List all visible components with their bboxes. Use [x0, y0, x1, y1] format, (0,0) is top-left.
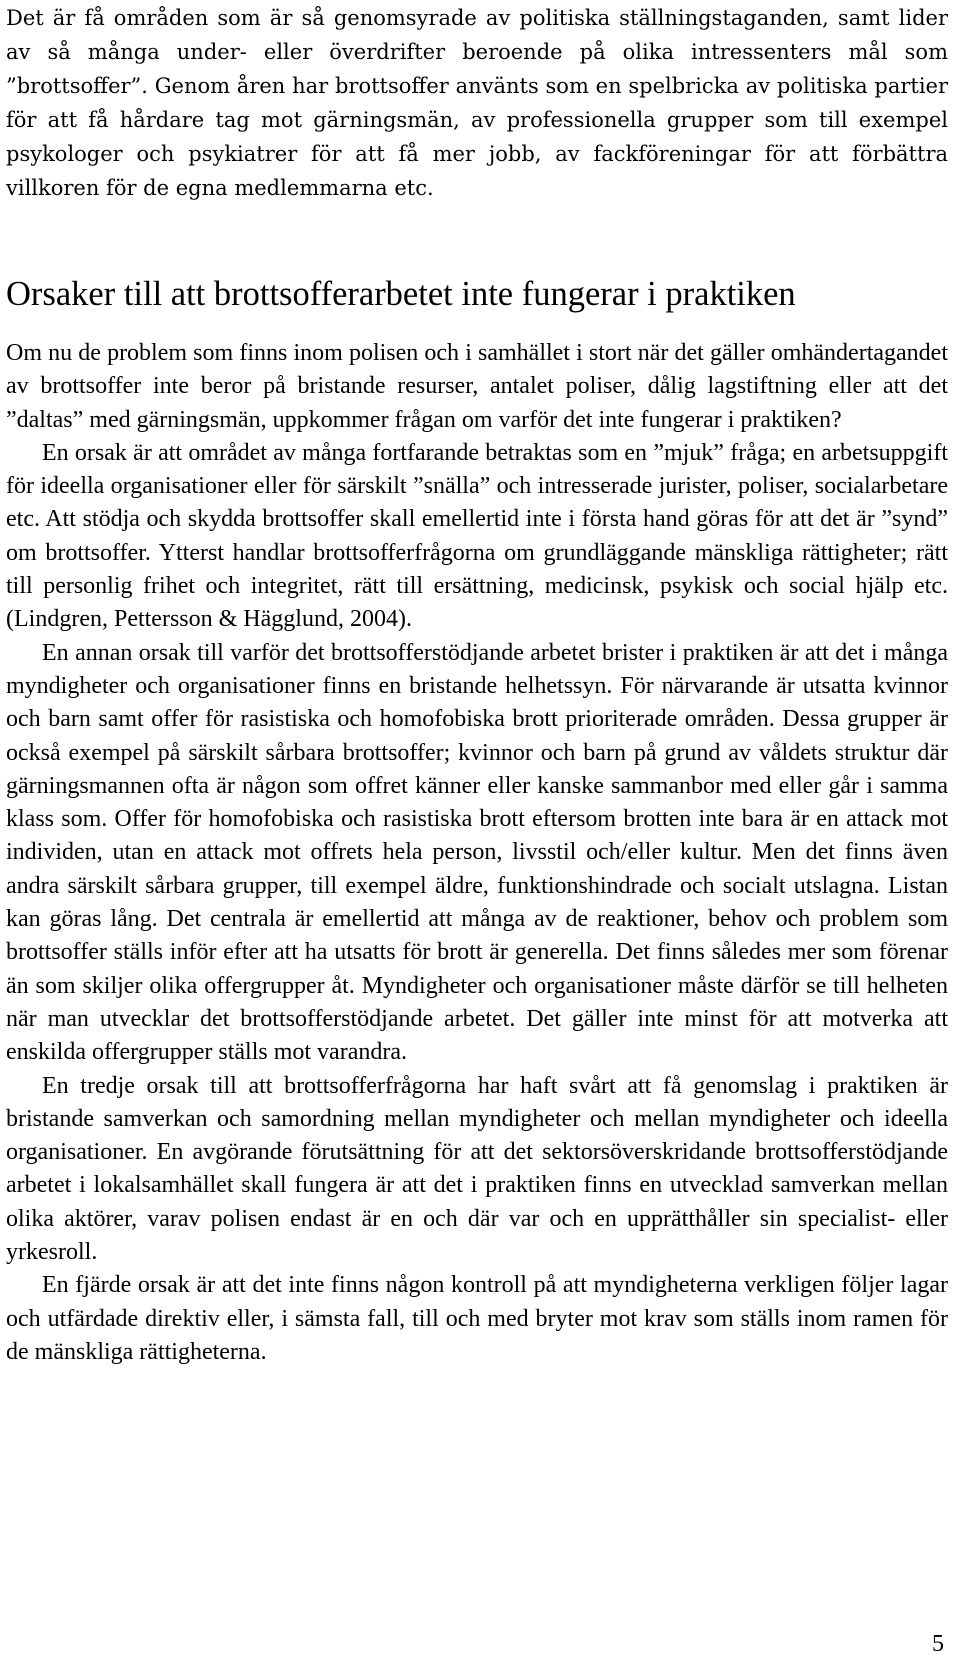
- section-heading: Orsaker till att brottsofferarbetet inte fungerar i praktiken: [6, 275, 796, 313]
- section-body: [6, 337, 948, 1369]
- page-number: 5: [932, 1631, 944, 1657]
- body-paragraph-1: Om nu de problem som finns inom polisen och i samhället i stort när det gäller omhändertagandet av brottsoffer inte beror på bristande resurser, antalet poliser, dålig lagstiftning eller att det ”daltas” med gärningsmän, uppkommer frågan om varför det inte fungerar i praktiken?: [6, 340, 948, 433]
- intro-paragraph: Det är få områden som är så genomsyrade av politiska ställningstaganden, samt lider av så många under- eller överdrifter beroende på olika intressenters mål som ”brottsoffer”. Genom åren har brottsoffer använts som en spelbricka av politiska partier för att få hårdare tag mot gärningsmän, av professionella grupper som till exempel psykologer och psykiatrer för att få mer jobb, av fackföreningar för att förbättra villkoren för de egna medlemmarna etc.: [6, 6, 948, 200]
- body-paragraph-2: En orsak är att området av många fortfarande betraktas som en ”mjuk” fråga; en arbetsuppgift för ideella organisationer eller för särskilt ”snälla” och intresserade jurister, poliser, socialarbetare etc. Att stödja och skydda brottsoffer skall emellertid inte i första hand göras för att det är ”synd” om brottsoffer. Ytterst handlar brottsofferfrågorna om grundläggande mänskliga rättigheter; rätt till personlig frihet och integritet, rätt till ersättning, medicinsk, psykisk och social hjälp etc. (Lindgren, Pettersson & Hägglund, 2004).: [6, 439, 948, 633]
- document-page: [6, 0, 948, 1369]
- body-paragraph-5: En fjärde orsak är att det inte finns någon kontroll på att myndigheterna verkligen följer lagar och utfärdade direktiv eller, i sämsta fall, till och med bryter mot krav som ställs inom ramen för de mänskliga rättigheterna.: [6, 1272, 948, 1365]
- body-paragraph-3: En annan orsak till varför det brottsofferstödjande arbetet brister i praktiken är att det i många myndigheter och organisationer finns en bristande helhetssyn. För närvarande är utsatta kvinnor och barn samt offer för rasistiska och homofobiska brott prioriterade områden. Dessa grupper är också exempel på särskilt sårbara brottsoffer; kvinnor och barn på grund av våldets struktur där gärningsmannen ofta är någon som offret känner eller kanske sammanbor med eller går i samma klass som. Offer för homofobiska och rasistiska brott eftersom brotten inte bara är en attack mot individen, utan en attack mot offrets hela person, livsstil och/eller kultur. Men det finns även andra särskilt sårbara grupper, till exempel äldre, funktionshindrade och socialt utslagna. Listan kan göras lång. Det centrala är emellertid att många av de reaktioner, behov och problem som brottsoffer ställs inför efter att ha utsatts för brott är generella. Det finns således mer som förenar än som skiljer olika offergrupper åt. Myndigheter och organisationer måste därför se till helheten när man utvecklar det brottsofferstödjande arbetet. Det gäller inte minst för att motverka att enskilda offergrupper ställs mot varandra.: [6, 639, 948, 1066]
- body-paragraph-4: En tredje orsak till att brottsofferfrågorna har haft svårt att få genomslag i praktiken är bristande samverkan och samordning mellan myndigheter och mellan myndigheter och ideella organisationer. En avgörande förutsättning för att det sektorsöverskridande brottsofferstödjande arbetet i lokalsamhället skall fungera är att det i praktiken finns en utvecklad samverkan mellan olika aktörer, varav polisen endast är en och där var och en upprätthåller sin specialist- eller yrkesroll.: [6, 1072, 948, 1266]
